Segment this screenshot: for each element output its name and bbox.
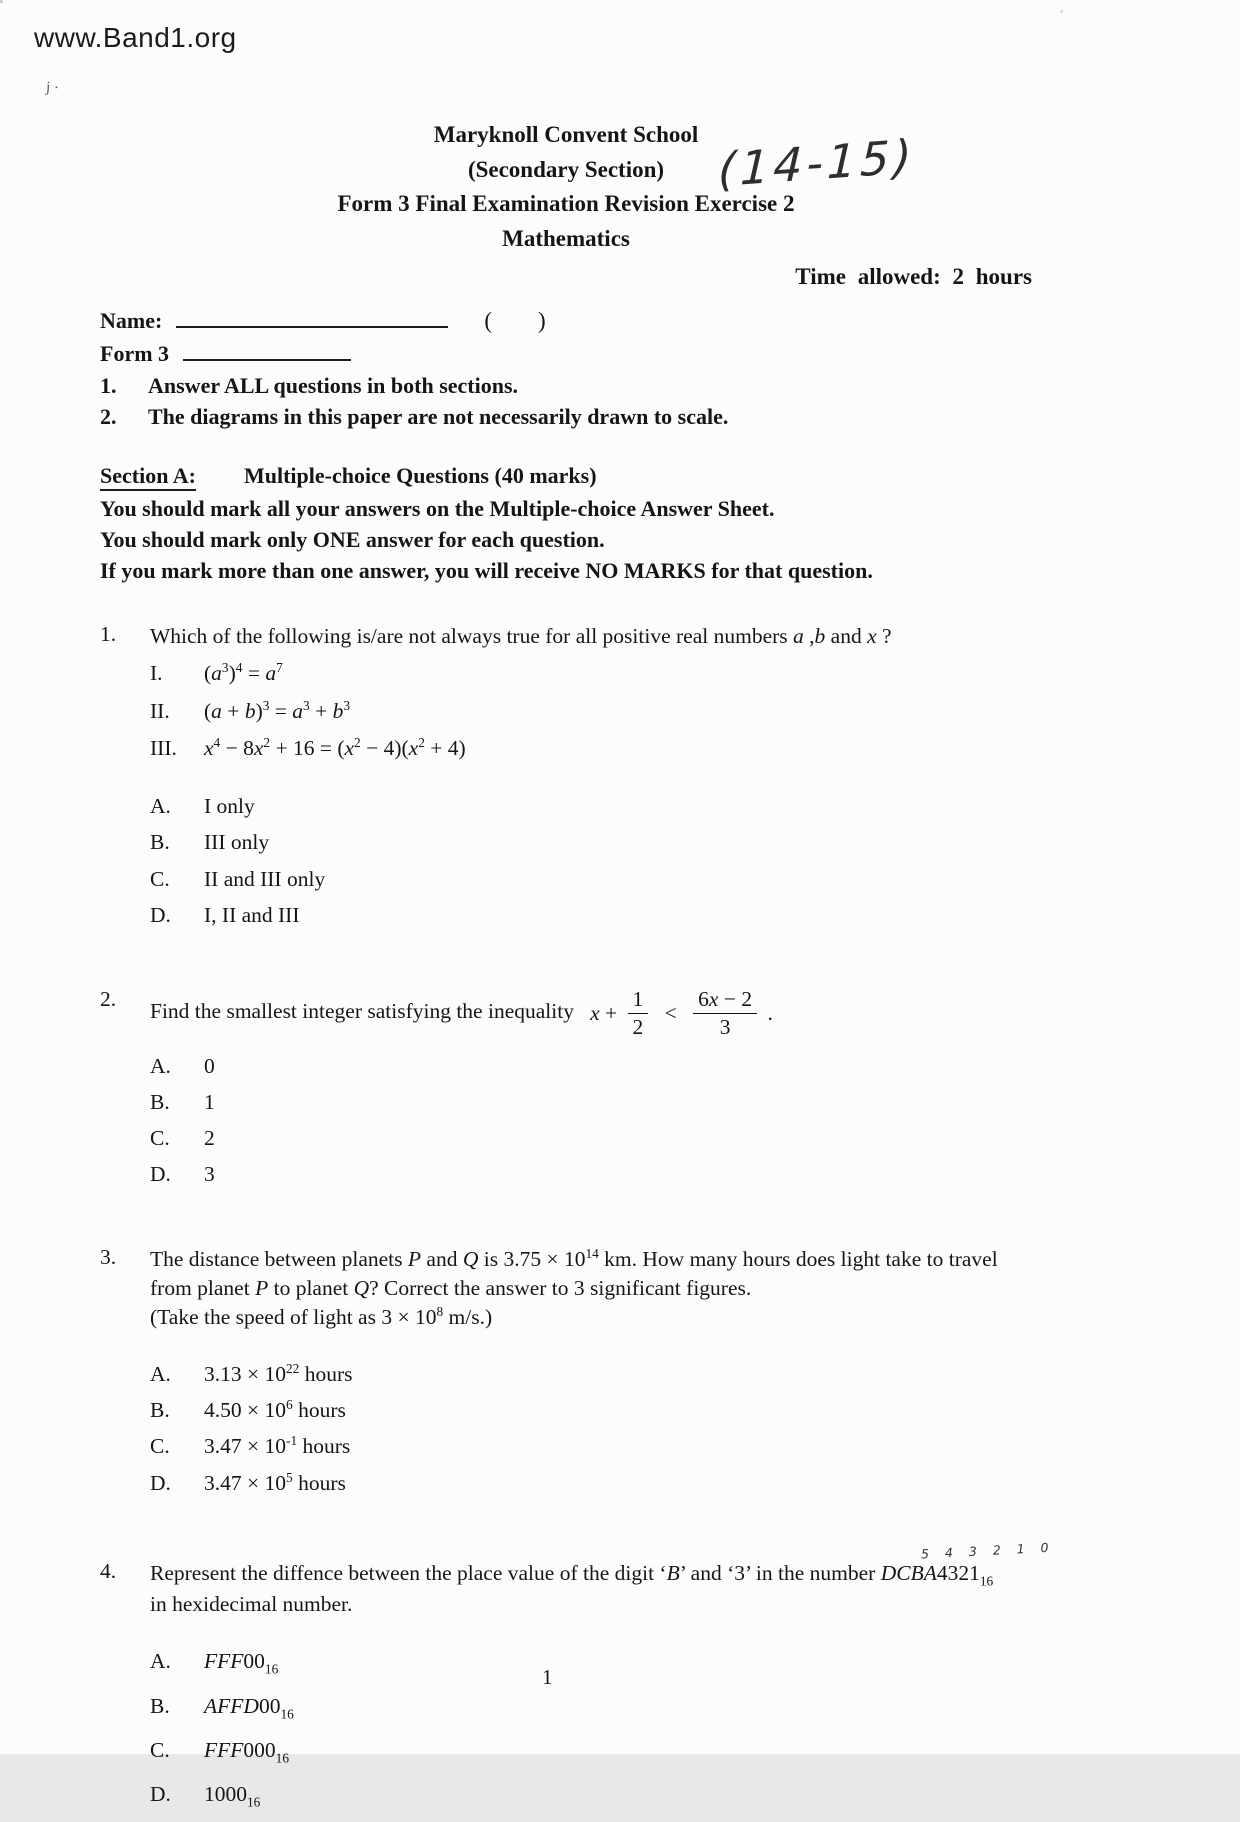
instruction-text: The diagrams in this paper are not necessarily drawn to scale. [148, 404, 729, 430]
question-stem-line2: in hexidecimal number. [150, 1592, 353, 1617]
option-text: 2 [204, 1126, 215, 1151]
subject-title: Mathematics [502, 225, 630, 251]
option-d [150, 1778, 1032, 1812]
option-a [150, 1050, 1032, 1082]
handwritten-year-annotation: (14-15) [717, 128, 917, 198]
inequality-expression [590, 987, 773, 1039]
option-label: C. [150, 866, 170, 891]
section-a [100, 463, 1032, 587]
instruction-item [100, 401, 1032, 432]
option-b [150, 826, 1032, 858]
option-text: $3.13 \times 10^{22}$ hours [204, 1360, 353, 1386]
question-number: 1. [100, 622, 117, 647]
scan-noise [0, 0, 3, 3]
fraction-denominator: 3 [719, 1014, 731, 1039]
page-number: 1 [542, 1665, 553, 1689]
option-text: $AFFD00_{16}$ [204, 1693, 294, 1721]
question-body [150, 1245, 1032, 1503]
option-text: II and III only [204, 866, 326, 891]
handwritten-position-digits: 5 4 3 2 1 0 [920, 1539, 1055, 1562]
hex-number-text: $DCBA4321_{16}$ [880, 1560, 994, 1589]
expr-period: . [767, 1000, 773, 1025]
school-section: (Secondary Section) [467, 156, 665, 182]
option-label: B. [150, 830, 170, 855]
hex-number [880, 1539, 1055, 1590]
question-body [150, 1539, 1055, 1822]
question-3 [100, 1245, 1032, 1503]
exam-header [100, 0, 1032, 256]
section-a-title: Multiple-choice Questions (40 marks) [243, 462, 597, 488]
question-body [150, 987, 1032, 1194]
option-a [150, 790, 1032, 822]
option-b [150, 1690, 1032, 1724]
fraction [628, 987, 649, 1039]
option-label: A. [150, 794, 171, 819]
options [150, 1358, 1032, 1499]
option-text: $FFF00_{16}$ [204, 1649, 279, 1677]
name-label: Name: [100, 308, 163, 333]
option-d [150, 1158, 1032, 1190]
option-text: $3.47 \times 10^{-1}$ hours [204, 1433, 351, 1459]
stem-text: Represent the diffence between the place value of the digit ‘B’ and ‘3’ in the number [150, 1560, 876, 1585]
option-d [150, 899, 1032, 931]
question-number: 4. [100, 1558, 117, 1583]
options [150, 790, 1032, 931]
section-note: If you mark more than one answer, you will receive NO MARKS for that question. [100, 558, 873, 584]
option-c [150, 1734, 1032, 1768]
option-text: $FFF000_{16}$ [204, 1737, 289, 1766]
options [150, 1645, 1032, 1812]
instruction-item [100, 370, 1032, 401]
question-4 [100, 1539, 1055, 1822]
option-label: C. [150, 1434, 170, 1459]
general-instructions [100, 370, 1032, 432]
option-text: $3.47 \times 10^5$ hours [204, 1469, 346, 1495]
statement-label: I. [150, 661, 163, 686]
question-1 [100, 622, 1032, 935]
option-a [150, 1358, 1032, 1390]
option-text: I only [204, 794, 255, 819]
statement-formula: $(a^3)^4 = a^7$ [204, 660, 283, 686]
option-text: 1 [204, 1089, 215, 1114]
statement [150, 695, 1032, 727]
question-stem: Which of the following is/are not always true for all positive real numbers a ,b and x ? [150, 624, 892, 649]
instruction-number: 2. [100, 404, 117, 430]
form-blank-line [183, 337, 351, 361]
option-label: A. [150, 1361, 171, 1386]
statement-label: III. [150, 735, 177, 760]
option-c [150, 1430, 1032, 1462]
watermark: www.Band1.org [34, 22, 237, 53]
option-a [150, 1645, 1032, 1679]
option-label: C. [150, 1737, 170, 1762]
section-a-heading [100, 463, 1032, 489]
option-text: $1000_{16}$ [204, 1782, 261, 1810]
options [150, 1050, 1032, 1191]
option-text: $4.50 \times 10^6$ hours [204, 1397, 346, 1423]
option-label: D. [150, 902, 171, 927]
section-a-notes [100, 493, 1032, 587]
school-name: Maryknoll Convent School [433, 122, 699, 147]
statement [150, 657, 1032, 689]
question-body [150, 622, 1032, 935]
statements [150, 657, 1032, 764]
fraction [693, 987, 757, 1039]
student-info [100, 304, 1032, 370]
option-label: A. [150, 1649, 171, 1674]
question-2 [100, 987, 1032, 1194]
expr-pre: x + [590, 1000, 618, 1025]
option-label: D. [150, 1470, 171, 1495]
stem-text: Find the smallest integer satisfying the inequality [150, 999, 574, 1024]
instruction-text: Answer ALL questions in both sections. [148, 373, 519, 399]
form-row [100, 337, 1032, 370]
question-note: (Take the speed of light as $3 \times 10^8$ m/s.) [150, 1303, 493, 1329]
option-b [150, 1086, 1032, 1118]
option-label: B. [150, 1693, 170, 1718]
section-note: You should mark all your answers on the Multiple-choice Answer Sheet. [100, 495, 775, 521]
option-label: A. [150, 1053, 171, 1078]
option-label: B. [150, 1398, 170, 1423]
option-label: C. [150, 1126, 170, 1151]
form-label: Form 3 [100, 341, 170, 367]
fraction-numerator: 6x − 2 [693, 987, 757, 1014]
less-than-sign: < [664, 1000, 677, 1025]
option-text: III only [204, 830, 270, 855]
statement-label: II. [150, 698, 170, 723]
question-stem: The distance between planets P and Q is $3.75 \times 10^{14}$ km. How many hours does light take to travel from planet P to planet Q? Correct the answer to 3 significant figures. [150, 1245, 998, 1300]
time-allowed: Time allowed: 2 hours [795, 264, 1032, 289]
instruction-number: 1. [100, 373, 117, 399]
question-stem [150, 987, 1032, 1039]
question-stem [150, 1539, 1055, 1590]
question-number: 2. [100, 987, 117, 1012]
page-content [100, 0, 1055, 1822]
class-number-brackets: ( ) [484, 308, 546, 333]
statement-formula: $x^4 - 8x^2 + 16 = (x^2 - 4)(x^2 + 4)$ [204, 734, 466, 760]
option-text: 0 [204, 1053, 215, 1078]
question-number: 3. [100, 1244, 117, 1269]
option-label: D. [150, 1782, 171, 1807]
option-label: D. [150, 1162, 171, 1187]
name-row [100, 304, 1032, 337]
section-note: You should mark only ONE answer for each question. [100, 526, 605, 552]
name-blank-line [176, 304, 448, 328]
exam-title: Form 3 Final Examination Revision Exercise 2 [337, 191, 795, 216]
fraction-numerator: 1 [628, 987, 649, 1014]
scan-artifact: j · [45, 79, 60, 97]
option-text: 3 [204, 1162, 215, 1187]
option-label: B. [150, 1089, 170, 1114]
option-c [150, 1122, 1032, 1154]
option-c [150, 863, 1032, 895]
section-a-label: Section A: [100, 463, 196, 491]
statement-formula: $(a + b)^3 = a^3 + b^3$ [204, 697, 351, 723]
fraction-denominator: 2 [632, 1014, 644, 1039]
statement [150, 732, 1032, 764]
option-d [150, 1467, 1032, 1499]
option-text: I, II and III [204, 902, 300, 927]
option-b [150, 1394, 1032, 1426]
